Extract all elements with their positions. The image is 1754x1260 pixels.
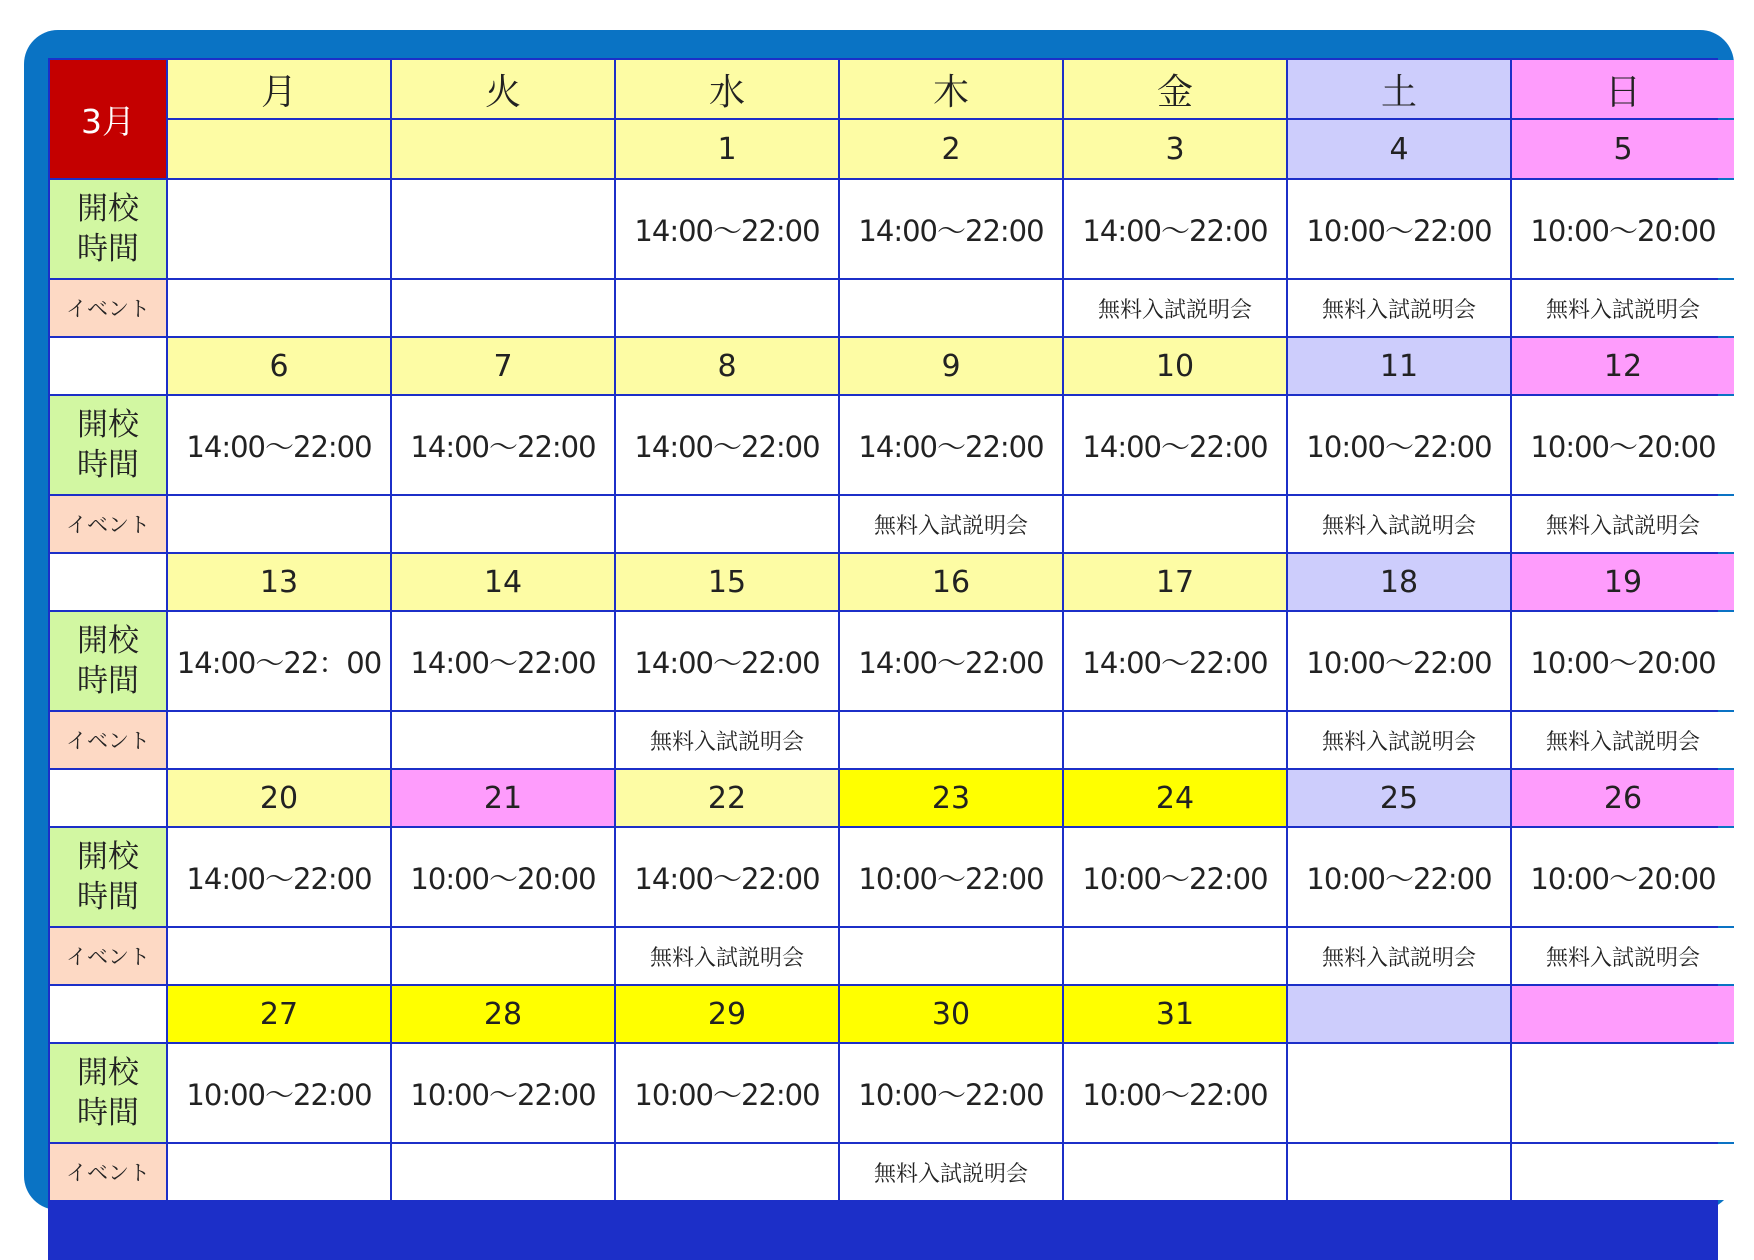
- opening-hours-cell: 14:00～22:00: [1064, 612, 1286, 710]
- day-number: 27: [168, 986, 390, 1042]
- opening-hours-cell: 10:00～22:00: [1064, 828, 1286, 926]
- day-number: 31: [1064, 986, 1286, 1042]
- event-cell: 無料入試説明会: [1512, 712, 1734, 768]
- event-cell: 無料入試説明会: [1288, 928, 1510, 984]
- day-number: 26: [1512, 770, 1734, 826]
- day-number: [1512, 986, 1734, 1042]
- day-number: 1: [616, 120, 838, 178]
- event-row-label: イベント: [50, 1144, 166, 1200]
- hours-row-label: 開校 時間: [50, 396, 166, 494]
- day-number: 9: [840, 338, 1062, 394]
- opening-hours-cell: 10:00～20:00: [1512, 180, 1734, 278]
- opening-hours-cell: [1512, 1044, 1734, 1142]
- event-cell: [1288, 1144, 1510, 1200]
- event-cell: 無料入試説明会: [1512, 928, 1734, 984]
- opening-hours-cell: 14:00～22:00: [840, 180, 1062, 278]
- event-cell: [392, 280, 614, 336]
- day-number: 21: [392, 770, 614, 826]
- day-number: [168, 120, 390, 178]
- event-cell: 無料入試説明会: [1512, 280, 1734, 336]
- opening-hours-cell: 10:00～22:00: [1288, 612, 1510, 710]
- opening-hours-cell: 14:00～22:00: [168, 396, 390, 494]
- opening-hours-cell: 10:00～22:00: [840, 1044, 1062, 1142]
- event-cell: [616, 496, 838, 552]
- event-cell: [168, 496, 390, 552]
- week-spacer-cell: [50, 338, 166, 394]
- day-number: 16: [840, 554, 1062, 610]
- hours-row-label: 開校 時間: [50, 612, 166, 710]
- day-number: 8: [616, 338, 838, 394]
- day-number: 30: [840, 986, 1062, 1042]
- opening-hours-cell: 10:00～22:00: [1064, 1044, 1286, 1142]
- day-number: [1288, 986, 1510, 1042]
- event-cell: 無料入試説明会: [1288, 496, 1510, 552]
- day-number: 7: [392, 338, 614, 394]
- weekday-header: 木: [840, 60, 1062, 118]
- week-spacer-cell: [50, 986, 166, 1042]
- event-row-label: イベント: [50, 928, 166, 984]
- event-cell: [616, 280, 838, 336]
- weekday-header: 火: [392, 60, 614, 118]
- week-spacer-cell: [50, 554, 166, 610]
- opening-hours-cell: 10:00～20:00: [392, 828, 614, 926]
- opening-hours-cell: 10:00～22:00: [1288, 396, 1510, 494]
- event-cell: 無料入試説明会: [616, 712, 838, 768]
- opening-hours-cell: 10:00～20:00: [1512, 612, 1734, 710]
- event-cell: 無料入試説明会: [1288, 712, 1510, 768]
- day-number: 6: [168, 338, 390, 394]
- opening-hours-cell: 10:00～20:00: [1512, 396, 1734, 494]
- event-cell: [168, 280, 390, 336]
- day-number: 5: [1512, 120, 1734, 178]
- day-number: 12: [1512, 338, 1734, 394]
- day-number: 20: [168, 770, 390, 826]
- opening-hours-cell: 14:00～22:00: [168, 828, 390, 926]
- event-cell: 無料入試説明会: [1512, 496, 1734, 552]
- weekday-header: 月: [168, 60, 390, 118]
- opening-hours-cell: [168, 180, 390, 278]
- opening-hours-cell: 10:00～22:00: [616, 1044, 838, 1142]
- day-number: 4: [1288, 120, 1510, 178]
- weekday-header: 日: [1512, 60, 1734, 118]
- opening-hours-cell: 14:00～22:00: [616, 396, 838, 494]
- event-cell: 無料入試説明会: [840, 1144, 1062, 1200]
- day-number: 15: [616, 554, 838, 610]
- hours-row-label: 開校 時間: [50, 828, 166, 926]
- day-number: 17: [1064, 554, 1286, 610]
- event-row-label: イベント: [50, 496, 166, 552]
- event-cell: [168, 1144, 390, 1200]
- opening-hours-cell: 14:00～22:00: [1064, 396, 1286, 494]
- event-cell: [168, 928, 390, 984]
- day-number: 10: [1064, 338, 1286, 394]
- opening-hours-cell: 14:00～22:00: [1064, 180, 1286, 278]
- day-number: 28: [392, 986, 614, 1042]
- day-number: 29: [616, 986, 838, 1042]
- opening-hours-cell: 14:00～22:00: [392, 396, 614, 494]
- event-cell: [392, 712, 614, 768]
- month-label: 3月: [50, 60, 166, 178]
- event-row-label: イベント: [50, 712, 166, 768]
- event-cell: 無料入試説明会: [616, 928, 838, 984]
- event-cell: [840, 712, 1062, 768]
- day-number: 2: [840, 120, 1062, 178]
- day-number: 19: [1512, 554, 1734, 610]
- event-cell: [840, 928, 1062, 984]
- day-number: 11: [1288, 338, 1510, 394]
- opening-hours-cell: 14:00～22:00: [840, 396, 1062, 494]
- day-number: 23: [840, 770, 1062, 826]
- event-cell: [616, 1144, 838, 1200]
- event-cell: [1064, 1144, 1286, 1200]
- calendar-grid: [48, 58, 1718, 1260]
- hours-row-label: 開校 時間: [50, 180, 166, 278]
- event-cell: [1512, 1144, 1734, 1200]
- opening-hours-cell: 10:00～22:00: [840, 828, 1062, 926]
- day-number: 25: [1288, 770, 1510, 826]
- opening-hours-cell: 10:00～22:00: [1288, 180, 1510, 278]
- day-number: 13: [168, 554, 390, 610]
- opening-hours-cell: 10:00～22:00: [168, 1044, 390, 1142]
- event-cell: [1064, 496, 1286, 552]
- opening-hours-cell: 14:00～22:00: [616, 180, 838, 278]
- opening-hours-cell: 14:00～22:00: [616, 828, 838, 926]
- event-cell: [840, 280, 1062, 336]
- day-number: 24: [1064, 770, 1286, 826]
- event-cell: 無料入試説明会: [1288, 280, 1510, 336]
- event-cell: [1064, 928, 1286, 984]
- opening-hours-cell: 14:00～22：00: [168, 612, 390, 710]
- day-number: 3: [1064, 120, 1286, 178]
- opening-hours-cell: [392, 180, 614, 278]
- event-cell: [392, 496, 614, 552]
- weekday-header: 水: [616, 60, 838, 118]
- day-number: 18: [1288, 554, 1510, 610]
- event-cell: 無料入試説明会: [840, 496, 1062, 552]
- opening-hours-cell: 14:00～22:00: [616, 612, 838, 710]
- day-number: 14: [392, 554, 614, 610]
- hours-row-label: 開校 時間: [50, 1044, 166, 1142]
- day-number: [392, 120, 614, 178]
- event-cell: [392, 1144, 614, 1200]
- opening-hours-cell: 10:00～20:00: [1512, 828, 1734, 926]
- event-cell: [1064, 712, 1286, 768]
- event-cell: 無料入試説明会: [1064, 280, 1286, 336]
- opening-hours-cell: 10:00～22:00: [1288, 828, 1510, 926]
- weekday-header: 金: [1064, 60, 1286, 118]
- event-row-label: イベント: [50, 280, 166, 336]
- weekday-header: 土: [1288, 60, 1510, 118]
- opening-hours-cell: 14:00～22:00: [392, 612, 614, 710]
- opening-hours-cell: [1288, 1044, 1510, 1142]
- week-spacer-cell: [50, 770, 166, 826]
- opening-hours-cell: 10:00～22:00: [392, 1044, 614, 1142]
- event-cell: [168, 712, 390, 768]
- opening-hours-cell: 14:00～22:00: [840, 612, 1062, 710]
- day-number: 22: [616, 770, 838, 826]
- event-cell: [392, 928, 614, 984]
